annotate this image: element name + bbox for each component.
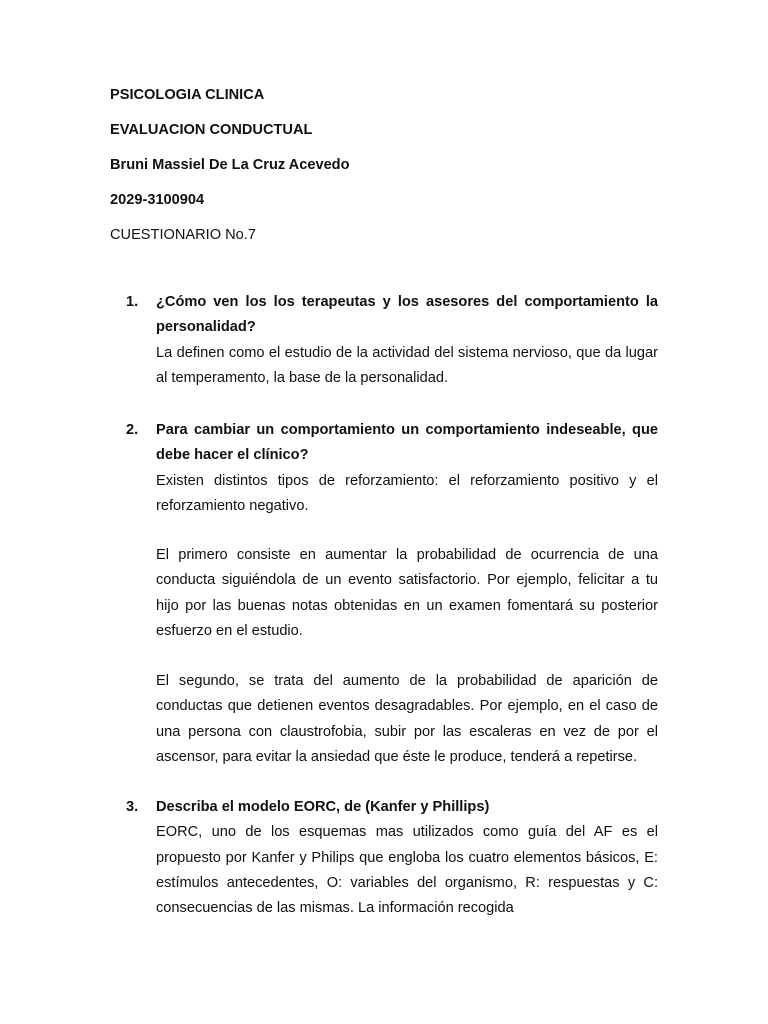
question-3 [110,795,658,921]
subject-heading: PSICOLOGIA CLINICA [110,87,265,103]
question-title: Describa el modelo EORC, de (Kanfer y Phillips) [156,799,490,815]
question-number: 1. [126,294,139,310]
student-name: Bruni Massiel De La Cruz Acevedo [110,157,350,173]
question-answer: La definen como el estudio de la actividad del sistema nervioso, que da lugar al temperamento, la base de la personalidad. [156,344,658,386]
question-title: Para cambiar un comportamiento un comportamiento indeseable, que debe hacer el clínico? [156,422,658,464]
question-1 [110,290,658,391]
question-number: 2. [126,422,139,438]
questionnaire-title: CUESTIONARIO No.7 [110,227,256,243]
question-answer: Existen distintos tipos de reforzamiento: el reforzamiento positivo y el reforzamiento negativo. [156,472,658,514]
answer-paragraph: El segundo, se trata del aumento de la probabilidad de aparición de conductas que detienen eventos desagradables. Por ejemplo, en el caso de una persona con claustrofobia, subir por las escaleras en vez de por el ascensor, para evitar la ansiedad que éste le produce, tenderá a repetirse. [156,673,658,765]
question-title: ¿Cómo ven los los terapeutas y los asesores del comportamiento la personalidad? [156,294,658,336]
topic-heading: EVALUACION CONDUCTUAL [110,122,313,138]
student-id: 2029-3100904 [110,192,205,208]
question-answer: EORC, uno de los esquemas mas utilizados como guía del AF es el propuesto por Kanfer y Philips que engloba los cuatro elementos básicos, E: estímulos antecedentes, O: variables del organismo, R: respuestas y C: consecuencias de las mismas. La información recogida [156,824,658,917]
answer-paragraph: El primero consiste en aumentar la probabilidad de ocurrencia de una conducta siguiéndola de un evento satisfactorio. Por ejemplo, felicitar a tu hijo por las buenas notas obtenidas en un examen fomentará su posterior esfuerzo en el estudio. [156,547,658,639]
question-number: 3. [126,799,139,815]
question-2 [110,418,658,519]
